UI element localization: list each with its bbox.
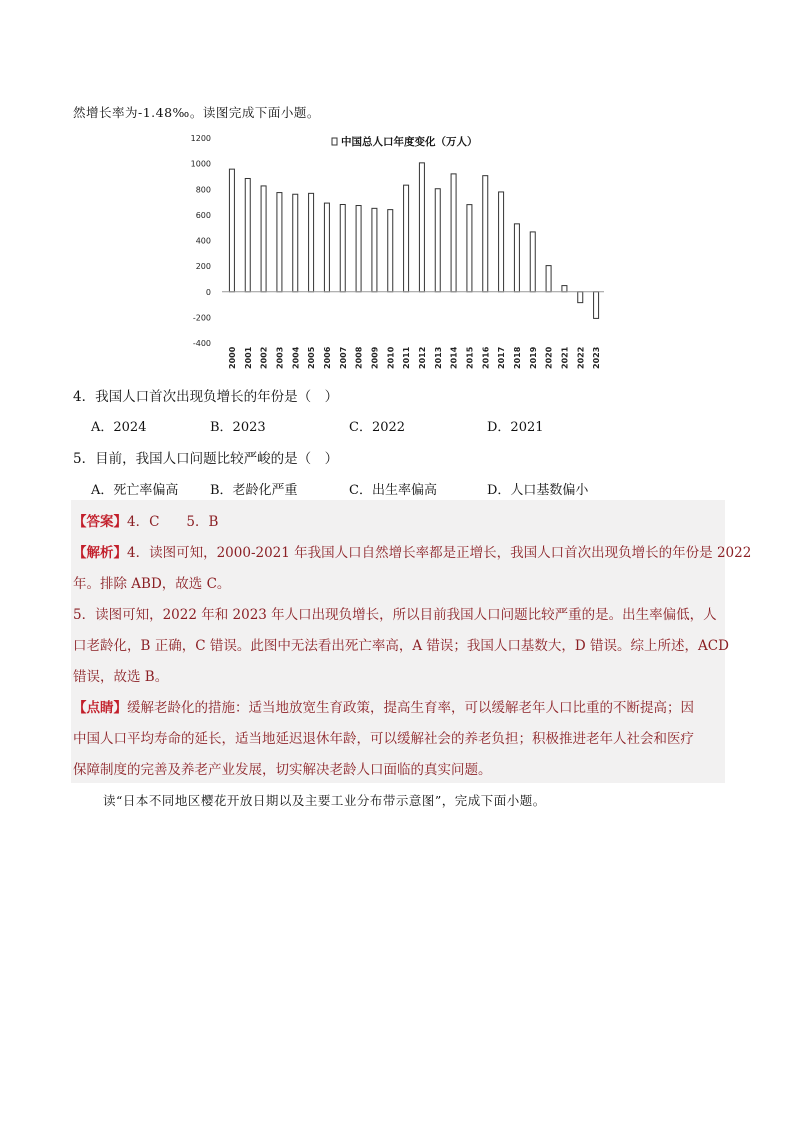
y-tick-label: 800	[195, 185, 211, 195]
bar-2006	[324, 203, 329, 292]
x-tick-label: 2008	[354, 346, 364, 369]
bar-2020	[546, 266, 551, 292]
q5-option-a[interactable]: A．死亡率偏高	[91, 483, 179, 498]
q5-option-d[interactable]: D．人口基数偏小	[487, 483, 589, 498]
next-question-intro: 读“日本不同地区樱花开放日期以及主要工业分布带示意图”，完成下面小题。	[103, 793, 546, 808]
y-tick-label: 0	[205, 287, 211, 297]
bar-2013	[435, 189, 440, 292]
bar-2009	[372, 208, 377, 291]
bar-2007	[340, 204, 345, 291]
question-5: 5．目前，我国人口问题比较严峻的是（ ）	[73, 451, 339, 467]
bar-2023	[594, 292, 599, 319]
answer-tag: 【答案】	[73, 514, 127, 530]
y-tick-label: -400	[192, 339, 211, 348]
x-tick-label: 2003	[275, 346, 285, 369]
y-tick-label: 200	[195, 262, 211, 272]
x-tick-label: 2011	[402, 346, 412, 369]
bar-2008	[356, 206, 361, 292]
bar-2002	[261, 186, 266, 292]
bar-2005	[309, 193, 314, 291]
y-axis	[191, 134, 211, 348]
question-4: 4．我国人口首次出现负增长的年份是（ ）	[73, 389, 339, 405]
x-tick-label: 2009	[370, 346, 380, 369]
q4-option-b[interactable]: B．2023	[210, 420, 266, 435]
comment-tag: 【点睛】	[73, 700, 127, 716]
x-tick-label: 2020	[544, 346, 554, 369]
q4-option-d[interactable]: D．2021	[487, 420, 544, 435]
bar-2022	[578, 292, 583, 303]
comment-line-1	[73, 696, 694, 716]
analysis-line-5: 错误，故选 B。	[73, 669, 169, 685]
comment-line-3: 保障制度的完善及养老产业发展，切实解决老龄人口面临的真实问题。	[73, 762, 492, 778]
bar-2016	[483, 176, 488, 292]
bar-2015	[467, 205, 472, 292]
x-tick-label: 2018	[512, 346, 522, 369]
analysis-line-2: 年。排除 ABD，故选 C。	[73, 576, 231, 592]
chart-legend	[332, 135, 478, 148]
bar-2014	[451, 174, 456, 292]
analysis-line-3: 5．读图可知，2022 年和 2023 年人口出现负增长，所以目前我国人口问题比较严重的是。出生率偏低，人	[73, 607, 717, 623]
x-tick-label: 2012	[417, 346, 427, 369]
x-tick-label: 2015	[465, 346, 475, 369]
x-tick-label: 2019	[528, 346, 538, 369]
q4-option-a[interactable]: A．2024	[91, 420, 147, 435]
q5-option-c[interactable]: C．出生率偏高	[349, 483, 437, 498]
chart-title: 中国总人口年度变化（万人）	[341, 136, 478, 148]
y-tick-label: 400	[195, 236, 211, 246]
q4-option-c[interactable]: C．2022	[349, 420, 406, 435]
x-tick-label: 2005	[307, 346, 317, 369]
x-tick-label: 2021	[560, 346, 570, 369]
y-tick-label: -200	[192, 313, 211, 323]
bar-2021	[562, 286, 567, 292]
x-tick-label: 2022	[576, 346, 586, 369]
bar-2018	[514, 224, 519, 292]
x-axis	[228, 346, 601, 369]
bar-2004	[293, 194, 298, 292]
x-tick-label: 2023	[592, 346, 602, 369]
answer-text: 4．C 5．B	[127, 514, 219, 530]
legend-swatch	[332, 138, 337, 145]
x-tick-label: 2013	[433, 346, 443, 369]
comment-line-2: 中国人口平均寿命的延长，适当地延迟退休年龄，可以缓解社会的养老负担；积极推进老年人社会和医疗	[73, 731, 694, 747]
bar-2012	[419, 163, 424, 292]
x-tick-label: 2016	[481, 346, 491, 369]
x-tick-label: 2004	[291, 346, 301, 369]
x-tick-label: 2006	[322, 346, 332, 369]
y-tick-label: 600	[195, 210, 211, 220]
x-tick-label: 2017	[497, 346, 507, 369]
q5-option-b[interactable]: B．老龄化严重	[210, 483, 298, 498]
x-tick-label: 2001	[243, 346, 253, 369]
y-tick-label: 1000	[190, 159, 211, 169]
bar-2019	[530, 232, 535, 292]
population-change-chart	[180, 126, 620, 376]
x-tick-label: 2014	[449, 346, 459, 369]
bar-2000	[229, 169, 234, 292]
bars	[229, 163, 598, 319]
y-tick-label: 1200	[190, 134, 211, 143]
x-tick-label: 2000	[227, 346, 237, 369]
bar-2001	[245, 178, 250, 291]
bar-2010	[388, 210, 393, 292]
analysis-text-1: 4．读图可知，2000-2021 年我国人口自然增长率都是正增长，我国人口首次出现负增长的年份是 2022	[127, 545, 752, 561]
analysis-tag: 【解析】	[73, 545, 127, 561]
answer-line	[73, 510, 218, 530]
x-tick-label: 2007	[338, 346, 348, 369]
bar-2011	[404, 185, 409, 292]
analysis-line-4: 口老龄化，B 正确，C 错误。此图中无法看出死亡率高，A 错误；我国人口基数大，D 错误。综上所述，ACD	[73, 638, 729, 654]
bar-2003	[277, 193, 282, 292]
x-tick-label: 2002	[259, 346, 269, 369]
x-tick-label: 2010	[386, 346, 396, 369]
comment-text-1: 缓解老龄化的措施：适当地放宽生育政策，提高生育率，可以缓解老年人口比重的不断提高；因	[127, 700, 694, 716]
intro-text: 然增长率为-1.48‰。读图完成下面小题。	[73, 105, 320, 120]
analysis-line-1	[73, 541, 751, 561]
bar-2017	[499, 192, 504, 292]
